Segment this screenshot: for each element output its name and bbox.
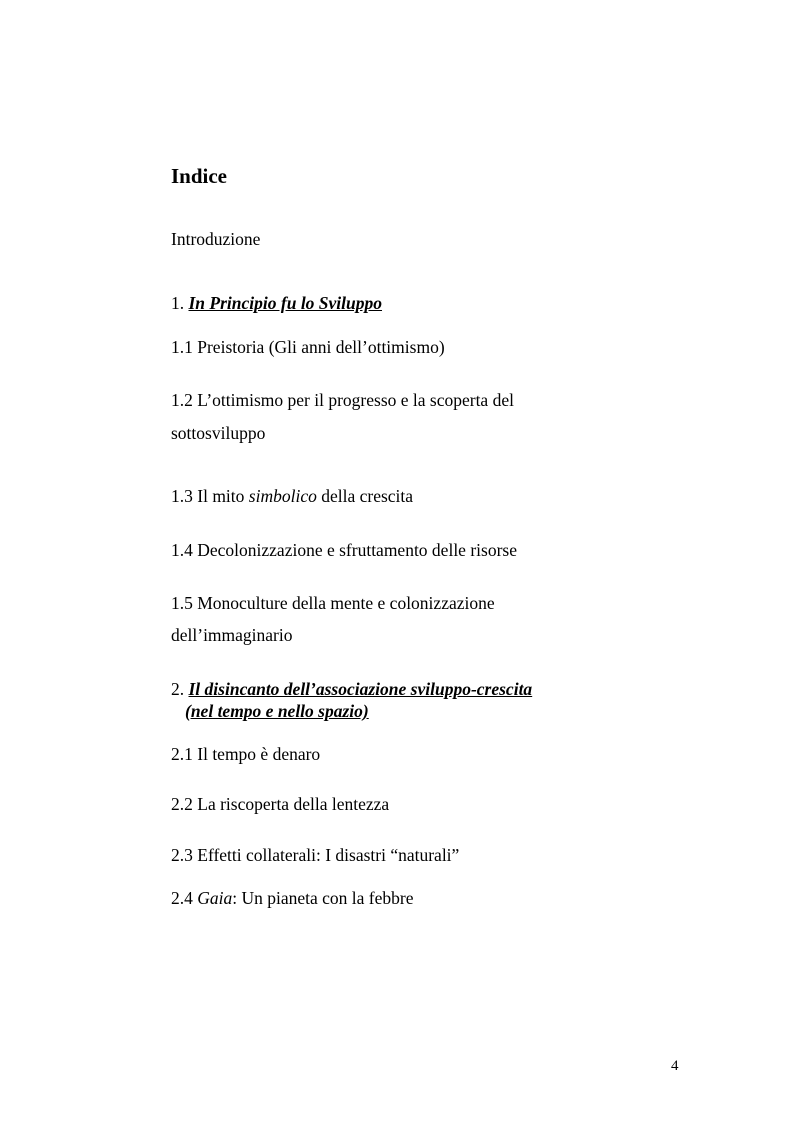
chapter-2-title-line2: (nel tempo e nello spazio) (185, 701, 369, 721)
toc-entry-1-5-line2: dell’immaginario (171, 625, 293, 645)
toc-entry-1-4: 1.4 Decolonizzazione e sfruttamento delle risorse (171, 540, 517, 560)
toc-entry-1-1: 1.1 Preistoria (Gli anni dell’ottimismo) (171, 337, 445, 357)
toc-chapter-1 (171, 293, 382, 313)
toc-heading: Indice (171, 164, 228, 188)
entry-2-4-emphasis: Gaia (197, 888, 233, 908)
entry-1-3-emphasis: simbolico (248, 486, 317, 506)
chapter-2-title-line1: Il disincanto dell’associazione sviluppo-crescita (188, 679, 533, 699)
toc-entry-introduzione: Introduzione (171, 229, 261, 249)
toc-chapter-2 (171, 679, 532, 699)
toc-entry-2-1: 2.1 Il tempo è denaro (171, 744, 321, 764)
entry-2-4-suffix: : Un pianeta con la febbre (232, 888, 414, 908)
toc-entry-1-3 (171, 486, 413, 506)
chapter-1-number: 1. (171, 293, 189, 313)
toc-entry-1-5-line1: 1.5 Monoculture della mente e colonizzazione (171, 593, 495, 613)
page-number: 4 (671, 1058, 679, 1074)
entry-2-4-prefix: 2.4 (171, 888, 198, 908)
toc-entry-1-2-line2: sottosviluppo (171, 423, 266, 443)
entry-1-3-suffix: della crescita (316, 486, 414, 506)
chapter-2-number: 2. (171, 679, 189, 699)
toc-entry-2-2: 2.2 La riscoperta della lentezza (171, 794, 390, 814)
entry-1-3-prefix: 1.3 Il mito (171, 486, 249, 506)
toc-entry-2-3: 2.3 Effetti collaterali: I disastri “naturali” (171, 845, 460, 865)
toc-entry-1-2-line1: 1.2 L’ottimismo per il progresso e la scoperta del (171, 390, 514, 410)
chapter-1-title: In Principio fu lo Sviluppo (188, 293, 383, 313)
toc-chapter-2-continued (185, 701, 369, 721)
toc-entry-2-4 (171, 888, 414, 908)
